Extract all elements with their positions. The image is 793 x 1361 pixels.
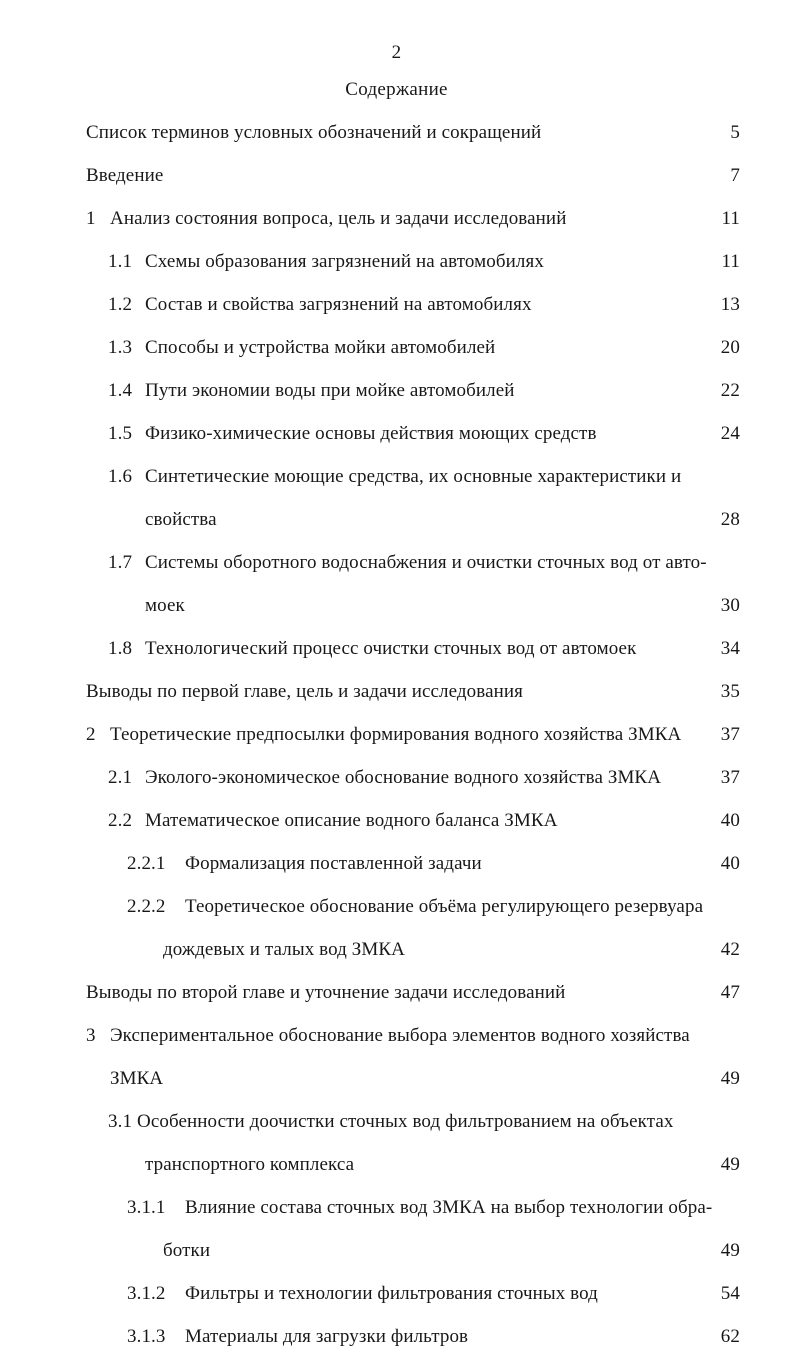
toc-entry-title: Анализ состояния вопроса, цель и задачи исследований [110, 208, 567, 229]
toc-entry-line [0, 802, 793, 845]
toc-entry-continuation-line [0, 587, 793, 630]
toc-entry-page-number: 11 [721, 208, 740, 229]
toc-entry-page-number: 28 [720, 509, 740, 530]
toc-entry-title: Список терминов условных обозначений и сокращений [86, 122, 542, 143]
toc-entry-page-number: 54 [720, 1283, 740, 1304]
page-title: Содержание [345, 79, 448, 100]
toc-entry-title: ЗМКА [110, 1068, 164, 1089]
toc-entry-number: 1.2 [108, 294, 133, 315]
toc-entry-line [0, 1318, 793, 1361]
toc-entry-page-number: 42 [720, 939, 740, 960]
toc-entry-line [0, 458, 793, 501]
toc-entry-page-number: 22 [720, 380, 740, 401]
toc-entry-line [0, 1189, 793, 1232]
toc-entry-page-number: 34 [720, 638, 740, 659]
toc-entry-page-number: 20 [720, 337, 740, 358]
toc-entry-line [0, 200, 793, 243]
toc-entry-page-number: 13 [720, 294, 740, 315]
toc-entry-number: 2.2.1 [127, 853, 166, 874]
toc-entry-line [0, 759, 793, 802]
toc-entry-page-number: 24 [720, 423, 740, 444]
toc-entry-title: Синтетические моющие средства, их основные характеристики и [145, 466, 682, 487]
toc-entry[interactable] [0, 415, 793, 458]
toc-entry-number: 2 [86, 724, 96, 745]
toc-entry-title: Математическое описание водного баланса ЗМКА [145, 810, 558, 831]
toc-entry[interactable] [0, 286, 793, 329]
toc-entry[interactable] [0, 243, 793, 286]
toc-entry[interactable] [0, 1275, 793, 1318]
toc-entry-page-number: 49 [720, 1068, 740, 1089]
toc-entry-page-number: 47 [720, 982, 740, 1003]
toc-entry[interactable] [0, 329, 793, 372]
toc-entry[interactable] [0, 630, 793, 673]
toc-entry[interactable] [0, 200, 793, 243]
toc-entry-line [0, 415, 793, 458]
toc-entry-number: 1.6 [108, 466, 133, 487]
toc-entry-number: 3.1.1 [127, 1197, 166, 1218]
toc-entry-number: 3 [86, 1025, 96, 1046]
toc-entry-title: Системы оборотного водоснабжения и очистки сточных вод от авто- [145, 552, 707, 573]
toc-entry-number: 2.2.2 [127, 896, 166, 917]
toc-entry-number: 1.1 [108, 251, 133, 272]
toc-entry-line [0, 1275, 793, 1318]
toc-entry[interactable] [0, 1318, 793, 1361]
toc-entry-number: 1.5 [108, 423, 133, 444]
toc-entry[interactable] [0, 673, 793, 716]
toc-entry-number: 1.4 [108, 380, 133, 401]
toc-entry[interactable] [0, 1017, 793, 1103]
toc-entry-continuation-line [0, 1146, 793, 1189]
toc-entry-page-number: 7 [730, 165, 740, 186]
toc-entry-title: дождевых и талых вод ЗМКА [163, 939, 405, 960]
toc-entry-title: Влияние состава сточных вод ЗМКА на выбор технологии обра- [185, 1197, 713, 1218]
toc-entry-number: 2.2 [108, 810, 133, 831]
toc-entry-title: Способы и устройства мойки автомобилей [145, 337, 496, 358]
toc-entry-title: Введение [86, 165, 164, 186]
page-folio-number: 2 [391, 42, 402, 63]
toc-entry-page-number: 11 [721, 251, 740, 272]
toc-entry-title: Формализация поставленной задачи [185, 853, 482, 874]
toc-entry-title: Технологический процесс очистки сточных вод от автомоек [145, 638, 637, 659]
toc-entry[interactable] [0, 716, 793, 759]
toc-entry-title: Выводы по первой главе, цель и задачи исследования [86, 681, 523, 702]
toc-entry-title: Эколого-экономическое обоснование водного хозяйства ЗМКА [145, 767, 662, 788]
toc-entry-continuation-line [0, 931, 793, 974]
toc-entry[interactable] [0, 1103, 793, 1189]
toc-entry-line [0, 1103, 793, 1146]
toc-entry-line [0, 114, 793, 157]
toc-entry-title: Теоретическое обоснование объёма регулирующего резервуара [185, 896, 704, 917]
toc-entry-line [0, 372, 793, 415]
toc-entry-number: 1.7 [108, 552, 133, 573]
toc-entry-title: Фильтры и технологии фильтрования сточных вод [185, 1283, 598, 1304]
toc-entry[interactable] [0, 802, 793, 845]
toc-entry-number: 1.3 [108, 337, 133, 358]
toc-entry-number: 1 [86, 208, 96, 229]
toc-entry-line [0, 544, 793, 587]
toc-entry-page-number: 62 [720, 1326, 740, 1347]
toc-entry-line [0, 845, 793, 888]
toc-entry-continuation-line [0, 501, 793, 544]
toc-entry[interactable] [0, 544, 793, 630]
toc-entry-title: ботки [163, 1240, 211, 1261]
toc-entry-title: свойства [145, 509, 217, 530]
toc-entry-page-number: 5 [730, 122, 740, 143]
toc-entry-page-number: 40 [720, 810, 740, 831]
toc-entry-line [0, 630, 793, 673]
toc-entry-title: Физико-химические основы действия моющих средств [145, 423, 597, 444]
toc-entry-line [0, 157, 793, 200]
toc-entry-page-number: 49 [720, 1154, 740, 1175]
toc-entry[interactable] [0, 888, 793, 974]
toc-entry-page-number: 37 [720, 767, 740, 788]
toc-entry-line [0, 888, 793, 931]
toc-entry-page-number: 35 [720, 681, 740, 702]
toc-entry[interactable] [0, 157, 793, 200]
toc-entry-title: моек [145, 595, 185, 616]
toc-entry[interactable] [0, 114, 793, 157]
toc-entry-number: 3.1 [108, 1111, 133, 1132]
toc-entry-continuation-line [0, 1060, 793, 1103]
toc-entry-title: Состав и свойства загрязнений на автомобилях [145, 294, 532, 315]
toc-entry-title: Выводы по второй главе и уточнение задачи исследований [86, 982, 566, 1003]
toc-entry[interactable] [0, 372, 793, 415]
toc-entry-line [0, 716, 793, 759]
toc-entry-page-number: 49 [720, 1240, 740, 1261]
toc-entry-title: Схемы образования загрязнений на автомобилях [145, 251, 544, 272]
toc-entry-page-number: 40 [720, 853, 740, 874]
toc-entry-title: транспортного комплекса [145, 1154, 355, 1175]
toc-entry-number: 3.1.2 [127, 1283, 166, 1304]
toc-entry-line [0, 329, 793, 372]
toc-entry-title: Пути экономии воды при мойке автомобилей [145, 380, 515, 401]
toc-entry-line [0, 974, 793, 1017]
toc-entry-continuation-line [0, 1232, 793, 1275]
toc-entry-line [0, 1017, 793, 1060]
toc-entry-number: 1.8 [108, 638, 133, 659]
toc-entry-line [0, 286, 793, 329]
toc-entry[interactable] [0, 1189, 793, 1275]
toc-entry-title: Материалы для загрузки фильтров [185, 1326, 469, 1347]
toc-entry-title: Экспериментальное обоснование выбора элементов водного хозяйства [110, 1025, 690, 1046]
toc-entry-line [0, 673, 793, 716]
toc-entry-title: Теоретические предпосылки формирования водного хозяйства ЗМКА [110, 724, 682, 745]
toc-entry[interactable] [0, 759, 793, 802]
toc-entry-page-number: 37 [720, 724, 740, 745]
toc-entry[interactable] [0, 458, 793, 544]
toc-entry[interactable] [0, 974, 793, 1017]
toc-entry-line [0, 243, 793, 286]
table-of-contents [0, 114, 793, 1361]
toc-entry-page-number: 30 [720, 595, 740, 616]
toc-entry-number: 2.1 [108, 767, 133, 788]
toc-entry-title: Особенности доочистки сточных вод фильтрованием на объектах [137, 1111, 674, 1132]
toc-entry[interactable] [0, 845, 793, 888]
toc-entry-number: 3.1.3 [127, 1326, 166, 1347]
